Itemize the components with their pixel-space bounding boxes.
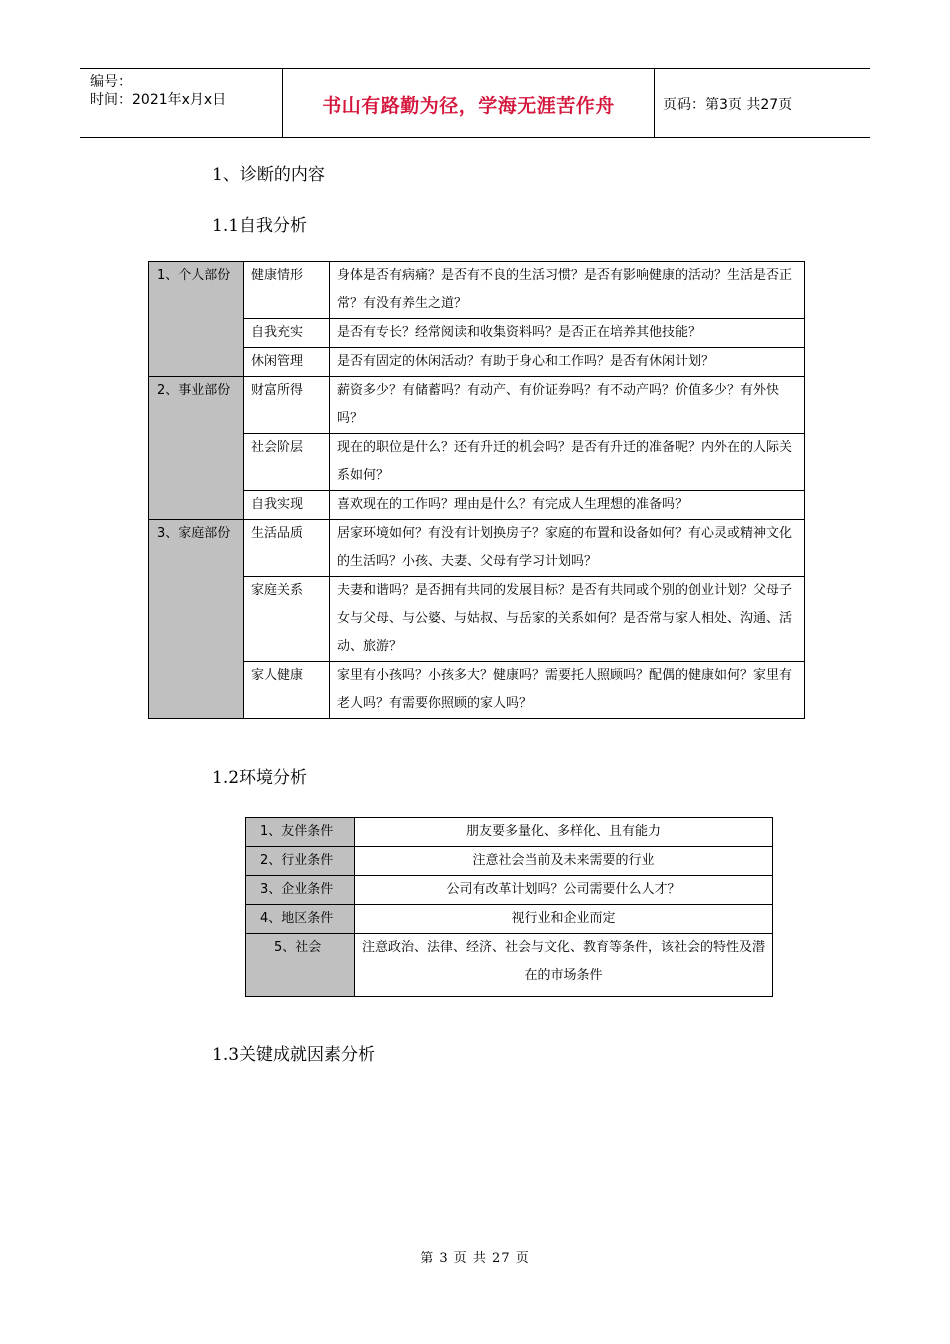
desc-cell: 夫妻和谐吗？是否拥有共同的发展目标？是否有共同或个别的创业计划？父母子女与父母、与公婆、与姑叔、与岳家的关系如何？是否常与家人相处、沟通、活动、旅游？ bbox=[330, 577, 805, 662]
env-value-cell: 注意社会当前及未来需要的行业 bbox=[355, 847, 773, 876]
section-heading-1-1: 1.1自我分析 bbox=[212, 216, 308, 236]
item-cell: 家人健康 bbox=[244, 662, 330, 719]
desc-cell: 喜欢现在的工作吗？理由是什么？有完成人生理想的准备吗？ bbox=[330, 491, 805, 520]
table-row bbox=[149, 348, 805, 377]
table-row bbox=[246, 876, 773, 905]
header-motto-cell bbox=[283, 69, 655, 137]
env-label-cell: 3、企业条件 bbox=[246, 876, 355, 905]
table-row bbox=[246, 847, 773, 876]
table-row bbox=[149, 319, 805, 348]
desc-cell: 是否有固定的休闲活动？有助于身心和工作吗？是否有休闲计划？ bbox=[330, 348, 805, 377]
section-heading-1: 1、诊断的内容 bbox=[212, 165, 325, 185]
env-label-cell: 1、友伴条件 bbox=[246, 818, 355, 847]
item-cell: 财富所得 bbox=[244, 377, 330, 434]
table-row bbox=[149, 262, 805, 319]
table-row bbox=[149, 434, 805, 491]
item-cell: 自我实现 bbox=[244, 491, 330, 520]
table-row bbox=[149, 662, 805, 719]
table-row bbox=[149, 577, 805, 662]
desc-cell: 现在的职位是什么？还有升迁的机会吗？是否有升迁的准备呢？内外在的人际关系如何？ bbox=[330, 434, 805, 491]
item-cell: 家庭关系 bbox=[244, 577, 330, 662]
page-header bbox=[80, 68, 870, 138]
table-row bbox=[246, 818, 773, 847]
env-value-cell: 公司有改革计划吗？公司需要什么人才？ bbox=[355, 876, 773, 905]
page-label: 页码：第3页 共27页 bbox=[663, 97, 793, 113]
item-cell: 社会阶层 bbox=[244, 434, 330, 491]
desc-cell: 是否有专长？经常阅读和收集资料吗？是否正在培养其他技能？ bbox=[330, 319, 805, 348]
group-cell: 2、事业部份 bbox=[149, 377, 244, 520]
header-page-cell bbox=[655, 69, 870, 137]
motto-text: 书山有路勤为径，学海无涯苦作舟 bbox=[322, 95, 615, 117]
item-cell: 自我充实 bbox=[244, 319, 330, 348]
serial-label: 编号： bbox=[90, 74, 132, 90]
env-value-cell: 注意政治、法律、经济、社会与文化、教育等条件，该社会的特性及潜在的市场条件 bbox=[355, 934, 773, 997]
env-label-cell: 2、行业条件 bbox=[246, 847, 355, 876]
header-meta-cell bbox=[80, 69, 283, 137]
env-value-cell: 视行业和企业而定 bbox=[355, 905, 773, 934]
desc-cell: 薪资多少？有储蓄吗？有动产、有价证券吗？有不动产吗？价值多少？有外快吗？ bbox=[330, 377, 805, 434]
env-label-cell: 4、地区条件 bbox=[246, 905, 355, 934]
item-cell: 健康情形 bbox=[244, 262, 330, 319]
group-cell: 1、个人部份 bbox=[149, 262, 244, 377]
section-heading-1-2: 1.2环境分析 bbox=[212, 768, 308, 788]
group-cell: 3、家庭部份 bbox=[149, 520, 244, 719]
desc-cell: 身体是否有病痛？是否有不良的生活习惯？是否有影响健康的活动？生活是否正常？有没有养生之道？ bbox=[330, 262, 805, 319]
page-footer: 第 3 页 共 27 页 bbox=[420, 1251, 530, 1266]
desc-cell: 居家环境如何？有没有计划换房子？家庭的布置和设备如何？有心灵或精神文化的生活吗？小孩、夫妻、父母有学习计划吗？ bbox=[330, 520, 805, 577]
table-row bbox=[246, 905, 773, 934]
section-heading-1-3: 1.3关键成就因素分析 bbox=[212, 1045, 376, 1065]
item-cell: 生活品质 bbox=[244, 520, 330, 577]
item-cell: 休闲管理 bbox=[244, 348, 330, 377]
table-row bbox=[149, 520, 805, 577]
env-label-cell: 5、社会 bbox=[246, 934, 355, 997]
self-analysis-table bbox=[148, 261, 805, 719]
table-row bbox=[149, 491, 805, 520]
desc-cell: 家里有小孩吗？小孩多大？健康吗？需要托人照顾吗？配偶的健康如何？家里有老人吗？有需要你照顾的家人吗？ bbox=[330, 662, 805, 719]
table-row bbox=[149, 377, 805, 434]
table-row bbox=[246, 934, 773, 997]
env-analysis-table bbox=[245, 817, 773, 997]
env-value-cell: 朋友要多量化、多样化、且有能力 bbox=[355, 818, 773, 847]
date-label: 时间：2021年x月x日 bbox=[90, 92, 227, 108]
